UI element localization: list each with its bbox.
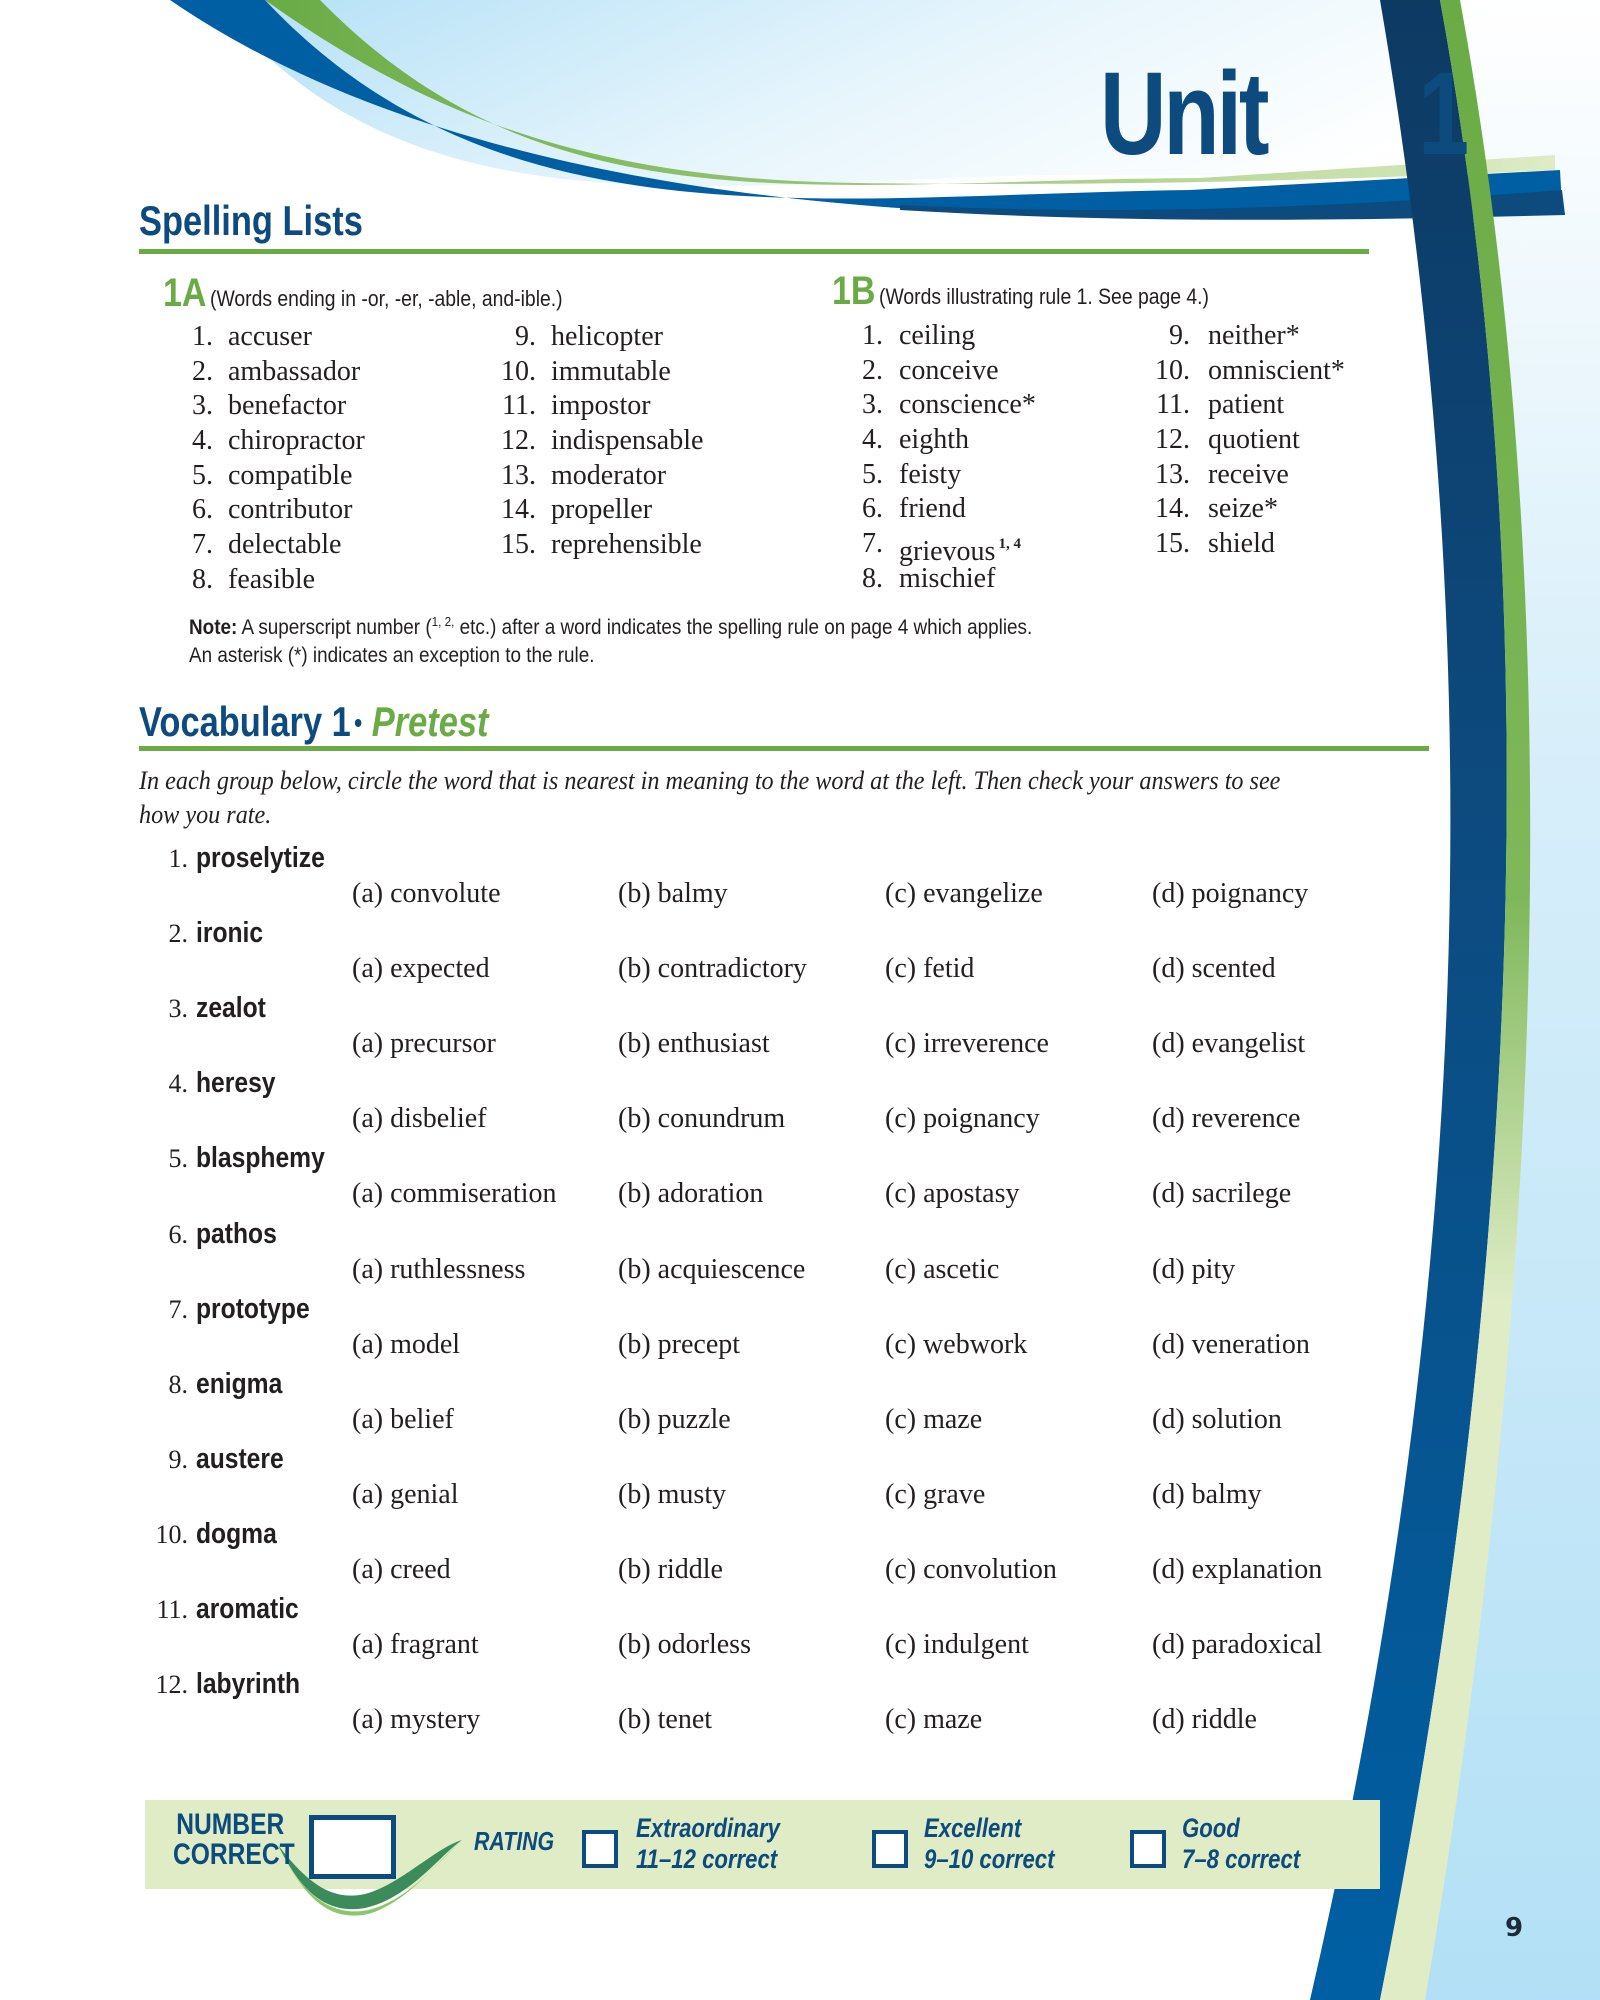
question-word: blasphemy [196, 1142, 325, 1175]
question-row [140, 1292, 1380, 1370]
answer-option-b[interactable]: (b) contradictory [618, 953, 807, 985]
answer-option-c[interactable]: (c) irreverence [885, 1028, 1049, 1060]
list-1b-column-1 [855, 319, 1155, 597]
question-word: proselytize [196, 842, 325, 874]
list-item: 9. helicopter [515, 321, 663, 352]
answer-option-c[interactable]: (c) maze [885, 1403, 983, 1435]
rating-checkbox-good[interactable] [1130, 1830, 1166, 1868]
question-number: 9. [168, 1444, 188, 1474]
answer-option-b[interactable]: (b) adoration [618, 1178, 764, 1210]
answer-option-b[interactable]: (b) puzzle [618, 1403, 731, 1435]
question-number: 3. [168, 994, 188, 1024]
question-row [140, 1517, 1380, 1595]
list-item: 7. grievous $^{1, 4}$ [862, 528, 1021, 568]
question-word: labyrinth [196, 1668, 301, 1701]
answer-option-d[interactable]: (d) solution [1152, 1403, 1282, 1435]
answer-option-b[interactable]: (b) odorless [618, 1629, 751, 1660]
answer-option-d[interactable]: (d) paradoxical [1152, 1629, 1323, 1660]
answer-option-d[interactable]: (d) riddle [1152, 1704, 1257, 1736]
list-1b-column-2 [1140, 319, 1440, 562]
list-1b-header [832, 271, 1254, 311]
spelling-note: Note: A superscript number ($^{1, 2,}$ etc.) after a word indicates the spelling rule on page 4 which applies. An asterisk (*) indicates an exception to the rule. [189, 608, 1032, 670]
question-number: 1. [168, 844, 188, 873]
list-item: 13. receive [1155, 458, 1289, 490]
answer-option-d[interactable]: (d) evangelist [1152, 1028, 1306, 1060]
note-line-2: An asterisk (*) indicates an exception to the rule. [189, 644, 595, 667]
answer-option-a[interactable]: (a) convolute [352, 878, 501, 909]
answer-option-d[interactable]: (d) balmy [1152, 1478, 1262, 1510]
rating-label: RATING [474, 1826, 555, 1856]
answer-option-b[interactable]: (b) precept [618, 1328, 741, 1360]
page-number: 9 [1505, 1913, 1524, 1943]
pretest-instructions: In each group below, circle the word that is nearest in meaning to the word at the left. Then check your answers to see how you rate. [139, 766, 1281, 829]
spelling-title-rule [139, 249, 1369, 254]
list-item: 4. chiropractor [192, 425, 365, 457]
answer-option-c[interactable]: (c) maze [885, 1704, 983, 1736]
answer-option-a[interactable]: (a) precursor [352, 1028, 496, 1060]
list-item: 11. impostor [502, 390, 651, 422]
title-separator: • [354, 707, 363, 738]
list-1a-header [163, 273, 611, 313]
answer-option-a[interactable]: (a) mystery [352, 1704, 481, 1736]
question-row [140, 994, 1380, 1069]
answer-option-b[interactable]: (b) tenet [618, 1704, 713, 1736]
rating-checkbox-extraordinary[interactable] [582, 1830, 618, 1868]
answer-option-c[interactable]: (c) poignancy [885, 1103, 1040, 1135]
question-word: aromatic [196, 1593, 299, 1625]
vocabulary-title-rule [139, 746, 1429, 751]
question-word: heresy [196, 1067, 276, 1100]
answer-option-d[interactable]: (d) explanation [1152, 1553, 1323, 1585]
spelling-section-title-wrap [139, 197, 412, 244]
question-word: zealot [196, 992, 266, 1025]
answer-option-c[interactable]: (c) ascetic [885, 1253, 1000, 1285]
list-item: 8. feasible [192, 563, 316, 595]
rating-good-label: Good 7–8 correct [1182, 1813, 1301, 1874]
answer-option-a[interactable]: (a) genial [352, 1478, 459, 1510]
answer-option-c[interactable]: (c) apostasy [885, 1178, 1020, 1210]
list-item: 15. reprehensible [501, 529, 702, 561]
list-item: 14. seize* [1155, 493, 1278, 525]
list-1a-tag: 1A [163, 271, 207, 315]
question-number: 6. [168, 1219, 188, 1249]
vocabulary-title: Vocabulary 1 [139, 698, 351, 745]
list-item: 10. immutable [501, 355, 671, 387]
list-item: 6. contributor [192, 494, 353, 526]
list-item: 14. propeller [501, 494, 653, 526]
answer-option-b[interactable]: (b) musty [618, 1478, 727, 1510]
list-item: 11. patient [1156, 389, 1285, 421]
question-number: 11. [156, 1595, 188, 1624]
list-item: 10. omniscient* [1155, 354, 1345, 386]
question-row [140, 1217, 1380, 1295]
question-number: 2. [168, 919, 188, 949]
question-word: pathos [196, 1217, 277, 1250]
answer-option-a[interactable]: (a) disbelief [352, 1103, 487, 1135]
answer-option-a[interactable]: (a) belief [352, 1403, 454, 1435]
answer-option-c[interactable]: (c) evangelize [885, 878, 1043, 909]
list-item: 7. delectable [192, 529, 342, 561]
list-item: 4. eighth [862, 424, 969, 456]
rating-extraordinary-label: Extraordinary 11–12 correct [636, 1813, 780, 1874]
spelling-section-title: Spelling Lists [139, 197, 363, 244]
list-item: 2. ambassador [192, 355, 361, 387]
list-item: 6. friend [862, 493, 966, 525]
vocabulary-section-title [139, 698, 565, 745]
question-number: 5. [168, 1144, 188, 1174]
answer-option-d[interactable]: (d) veneration [1152, 1328, 1310, 1360]
answer-option-b[interactable]: (b) enthusiast [618, 1028, 770, 1060]
question-number: 8. [168, 1369, 188, 1399]
answer-option-a[interactable]: (a) commiseration [352, 1178, 557, 1210]
rating-excellent-label: Excellent 9–10 correct [924, 1813, 1055, 1874]
question-word: austere [196, 1442, 284, 1475]
answer-option-a[interactable]: (a) ruthlessness [352, 1253, 526, 1285]
list-item: 5. compatible [192, 459, 353, 491]
list-item: 15. shield [1155, 528, 1275, 560]
list-1a-description: (Words ending in -or, -er, -able, and-ible.) [210, 286, 563, 311]
list-item: 5. feisty [862, 458, 962, 490]
list-item: 9. neither* [1169, 320, 1300, 351]
answer-option-b[interactable]: (b) balmy [618, 878, 728, 909]
list-1b-tag: 1B [832, 269, 876, 313]
answer-option-d[interactable]: (d) scented [1152, 953, 1276, 985]
number-correct-input-box[interactable] [309, 1815, 396, 1879]
pretest-label: Pretest [371, 698, 489, 745]
question-number: 7. [168, 1294, 188, 1324]
question-number: 10. [155, 1519, 188, 1549]
answer-option-d[interactable]: (d) reverence [1152, 1103, 1301, 1135]
answer-option-a[interactable]: (a) creed [352, 1553, 451, 1585]
answer-option-a[interactable]: (a) expected [352, 953, 490, 985]
list-item: 2. conceive [862, 354, 999, 386]
answer-option-b[interactable]: (b) riddle [618, 1553, 723, 1585]
list-item: 8. mischief [862, 562, 996, 594]
answer-option-c[interactable]: (c) convolution [885, 1553, 1057, 1585]
answer-option-c[interactable]: (c) fetid [885, 953, 975, 985]
question-word: enigma [196, 1367, 283, 1400]
answer-option-b[interactable]: (b) acquiescence [618, 1253, 806, 1285]
question-number: 12. [155, 1670, 188, 1700]
list-1a-column-1 [175, 320, 475, 598]
question-row [140, 844, 1380, 919]
question-word: ironic [196, 917, 264, 950]
question-word: dogma [196, 1517, 277, 1550]
question-word: prototype [196, 1292, 310, 1325]
note-label: Note: [189, 616, 238, 639]
answer-option-d[interactable]: (d) pity [1152, 1253, 1236, 1285]
question-row [140, 1367, 1380, 1445]
list-item: 13. moderator [501, 459, 667, 491]
answer-option-c[interactable]: (c) indulgent [885, 1629, 1029, 1660]
question-row [140, 919, 1380, 994]
answer-option-c[interactable]: (c) webwork [885, 1328, 1028, 1360]
question-row [140, 1595, 1380, 1670]
unit-number: 1 [1418, 48, 1470, 180]
list-item: 3. benefactor [192, 390, 347, 422]
list-item: 12. quotient [1155, 424, 1300, 456]
answer-option-d[interactable]: (d) poignancy [1152, 878, 1309, 909]
question-row [140, 1442, 1380, 1520]
rating-checkbox-excellent[interactable] [872, 1830, 908, 1868]
answer-option-a[interactable]: (a) model [352, 1328, 461, 1360]
pretest-questions [140, 844, 1380, 1744]
question-row [140, 1144, 1380, 1219]
list-1b-description: (Words illustrating rule 1. See page 4.) [879, 284, 1210, 309]
list-item: 1. accuser [192, 321, 312, 352]
unit-title: Unit [1100, 48, 1267, 180]
question-row [140, 1069, 1380, 1144]
rule-superscript: 1, 4 [998, 536, 1021, 553]
list-item: 1. ceiling [862, 320, 976, 351]
answer-option-d[interactable]: (d) sacrilege [1152, 1178, 1292, 1210]
list-1a-column-2 [470, 320, 790, 563]
answer-option-a[interactable]: (a) fragrant [352, 1629, 479, 1660]
answer-option-b[interactable]: (b) conundrum [618, 1103, 786, 1135]
answer-option-c[interactable]: (c) grave [885, 1478, 986, 1510]
list-item: 12. indispensable [501, 425, 704, 457]
list-item: 3. conscience* [862, 389, 1036, 421]
number-correct-label: NUMBER CORRECT [173, 1808, 295, 1871]
question-number: 4. [168, 1069, 188, 1099]
question-row [140, 1670, 1380, 1745]
